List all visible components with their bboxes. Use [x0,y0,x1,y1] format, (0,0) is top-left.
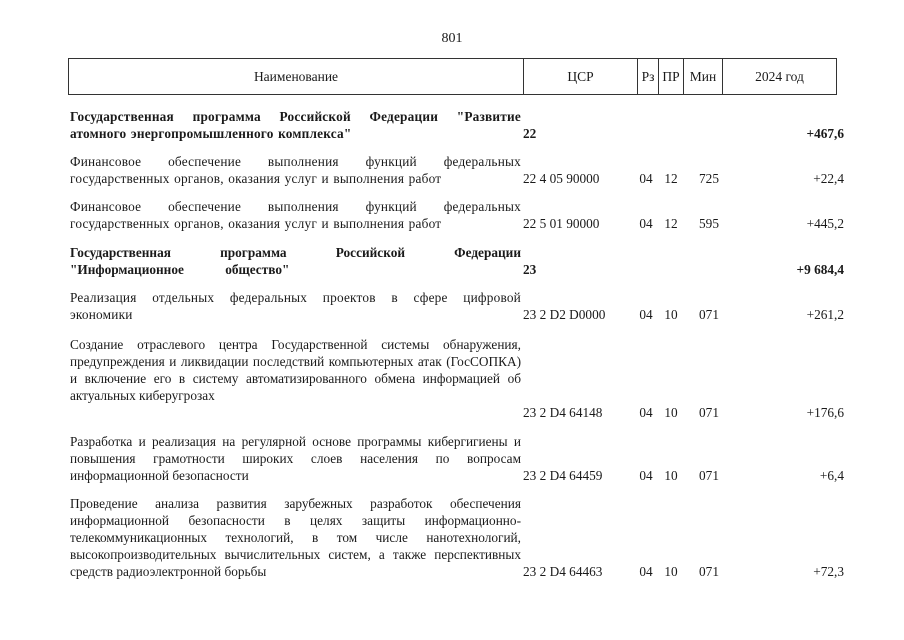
row-min: 071 [699,564,719,579]
page-number: 801 [441,31,463,46]
row-pr: 10 [664,405,678,420]
row-amount: +72,3 [813,564,844,579]
row-rz: 04 [639,307,653,322]
row-pr: 10 [664,468,678,483]
row-rz: 04 [639,468,653,483]
row-description: Финансовое обеспечение выполнения функций федеральных государственных органов, оказания услуг и выполнения работ [70,154,521,186]
row-csr: 22 [523,126,537,141]
table-header [68,58,837,95]
row-description: Государственная программа Российской Федерации "Развитие атомного энергопромышленного комплекса" [70,109,521,141]
row-amount: +445,2 [806,216,844,231]
row-pr: 10 [664,564,678,579]
row-min: 071 [699,405,719,420]
header-csr: ЦСР [524,59,638,95]
row-rz: 04 [639,564,653,579]
row-min: 595 [699,216,719,231]
row-pr: 12 [664,216,678,231]
header-min: Мин [684,59,723,95]
row-amount: +6,4 [819,468,844,483]
row-description: Реализация отдельных федеральных проектов в сфере цифровой экономики [70,290,521,322]
row-rz: 04 [639,171,653,186]
row-csr: 23 2 D4 64463 [523,564,603,579]
header-year: 2024 год [723,59,837,95]
row-pr: 12 [664,171,678,186]
row-description: Создание отраслевого центра Государственной системы обнаружения, предупреждения и ликвидации последствий компьютерных атак (ГосСОПКА) и включение его в систему автоматизированного обмена информацией об актуальных киберугрозах [70,337,521,403]
row-csr: 23 2 D4 64459 [523,468,603,483]
row-description: Проведение анализа развития зарубежных разработок обеспечения информационной безопасности в целях защиты информационно-телекоммуникационных технологий, в том числе нанотехнологий, высокопроизводительных вычислительных систем, а также перспективных средств радиоэлектронной борьбы [70,496,521,579]
header-pr: ПР [659,59,684,95]
row-description: Государственная программа Российской Федерации "Информационное общество" [70,245,521,277]
row-min: 725 [699,171,719,186]
row-csr: 22 5 01 90000 [523,216,600,231]
header-rz: Рз [638,59,659,95]
header-name: Наименование [69,59,524,95]
row-amount: +467,6 [806,126,844,141]
row-amount: +9 684,4 [796,262,844,277]
row-rz: 04 [639,216,653,231]
row-description: Финансовое обеспечение выполнения функций федеральных государственных органов, оказания услуг и выполнения работ [70,199,521,231]
row-csr: 23 [523,262,537,277]
row-csr: 23 2 D4 64148 [523,405,603,420]
row-amount: +176,6 [806,405,844,420]
row-rz: 04 [639,405,653,420]
row-csr: 22 4 05 90000 [523,171,600,186]
row-min: 071 [699,307,719,322]
row-pr: 10 [664,307,678,322]
row-min: 071 [699,468,719,483]
row-description: Разработка и реализация на регулярной основе программы кибергигиены и повышения грамотности широких слоев населения по вопросам информационной безопасности [70,434,521,483]
row-amount: +261,2 [806,307,844,322]
row-csr: 23 2 D2 D0000 [523,307,606,322]
row-amount: +22,4 [813,171,844,186]
